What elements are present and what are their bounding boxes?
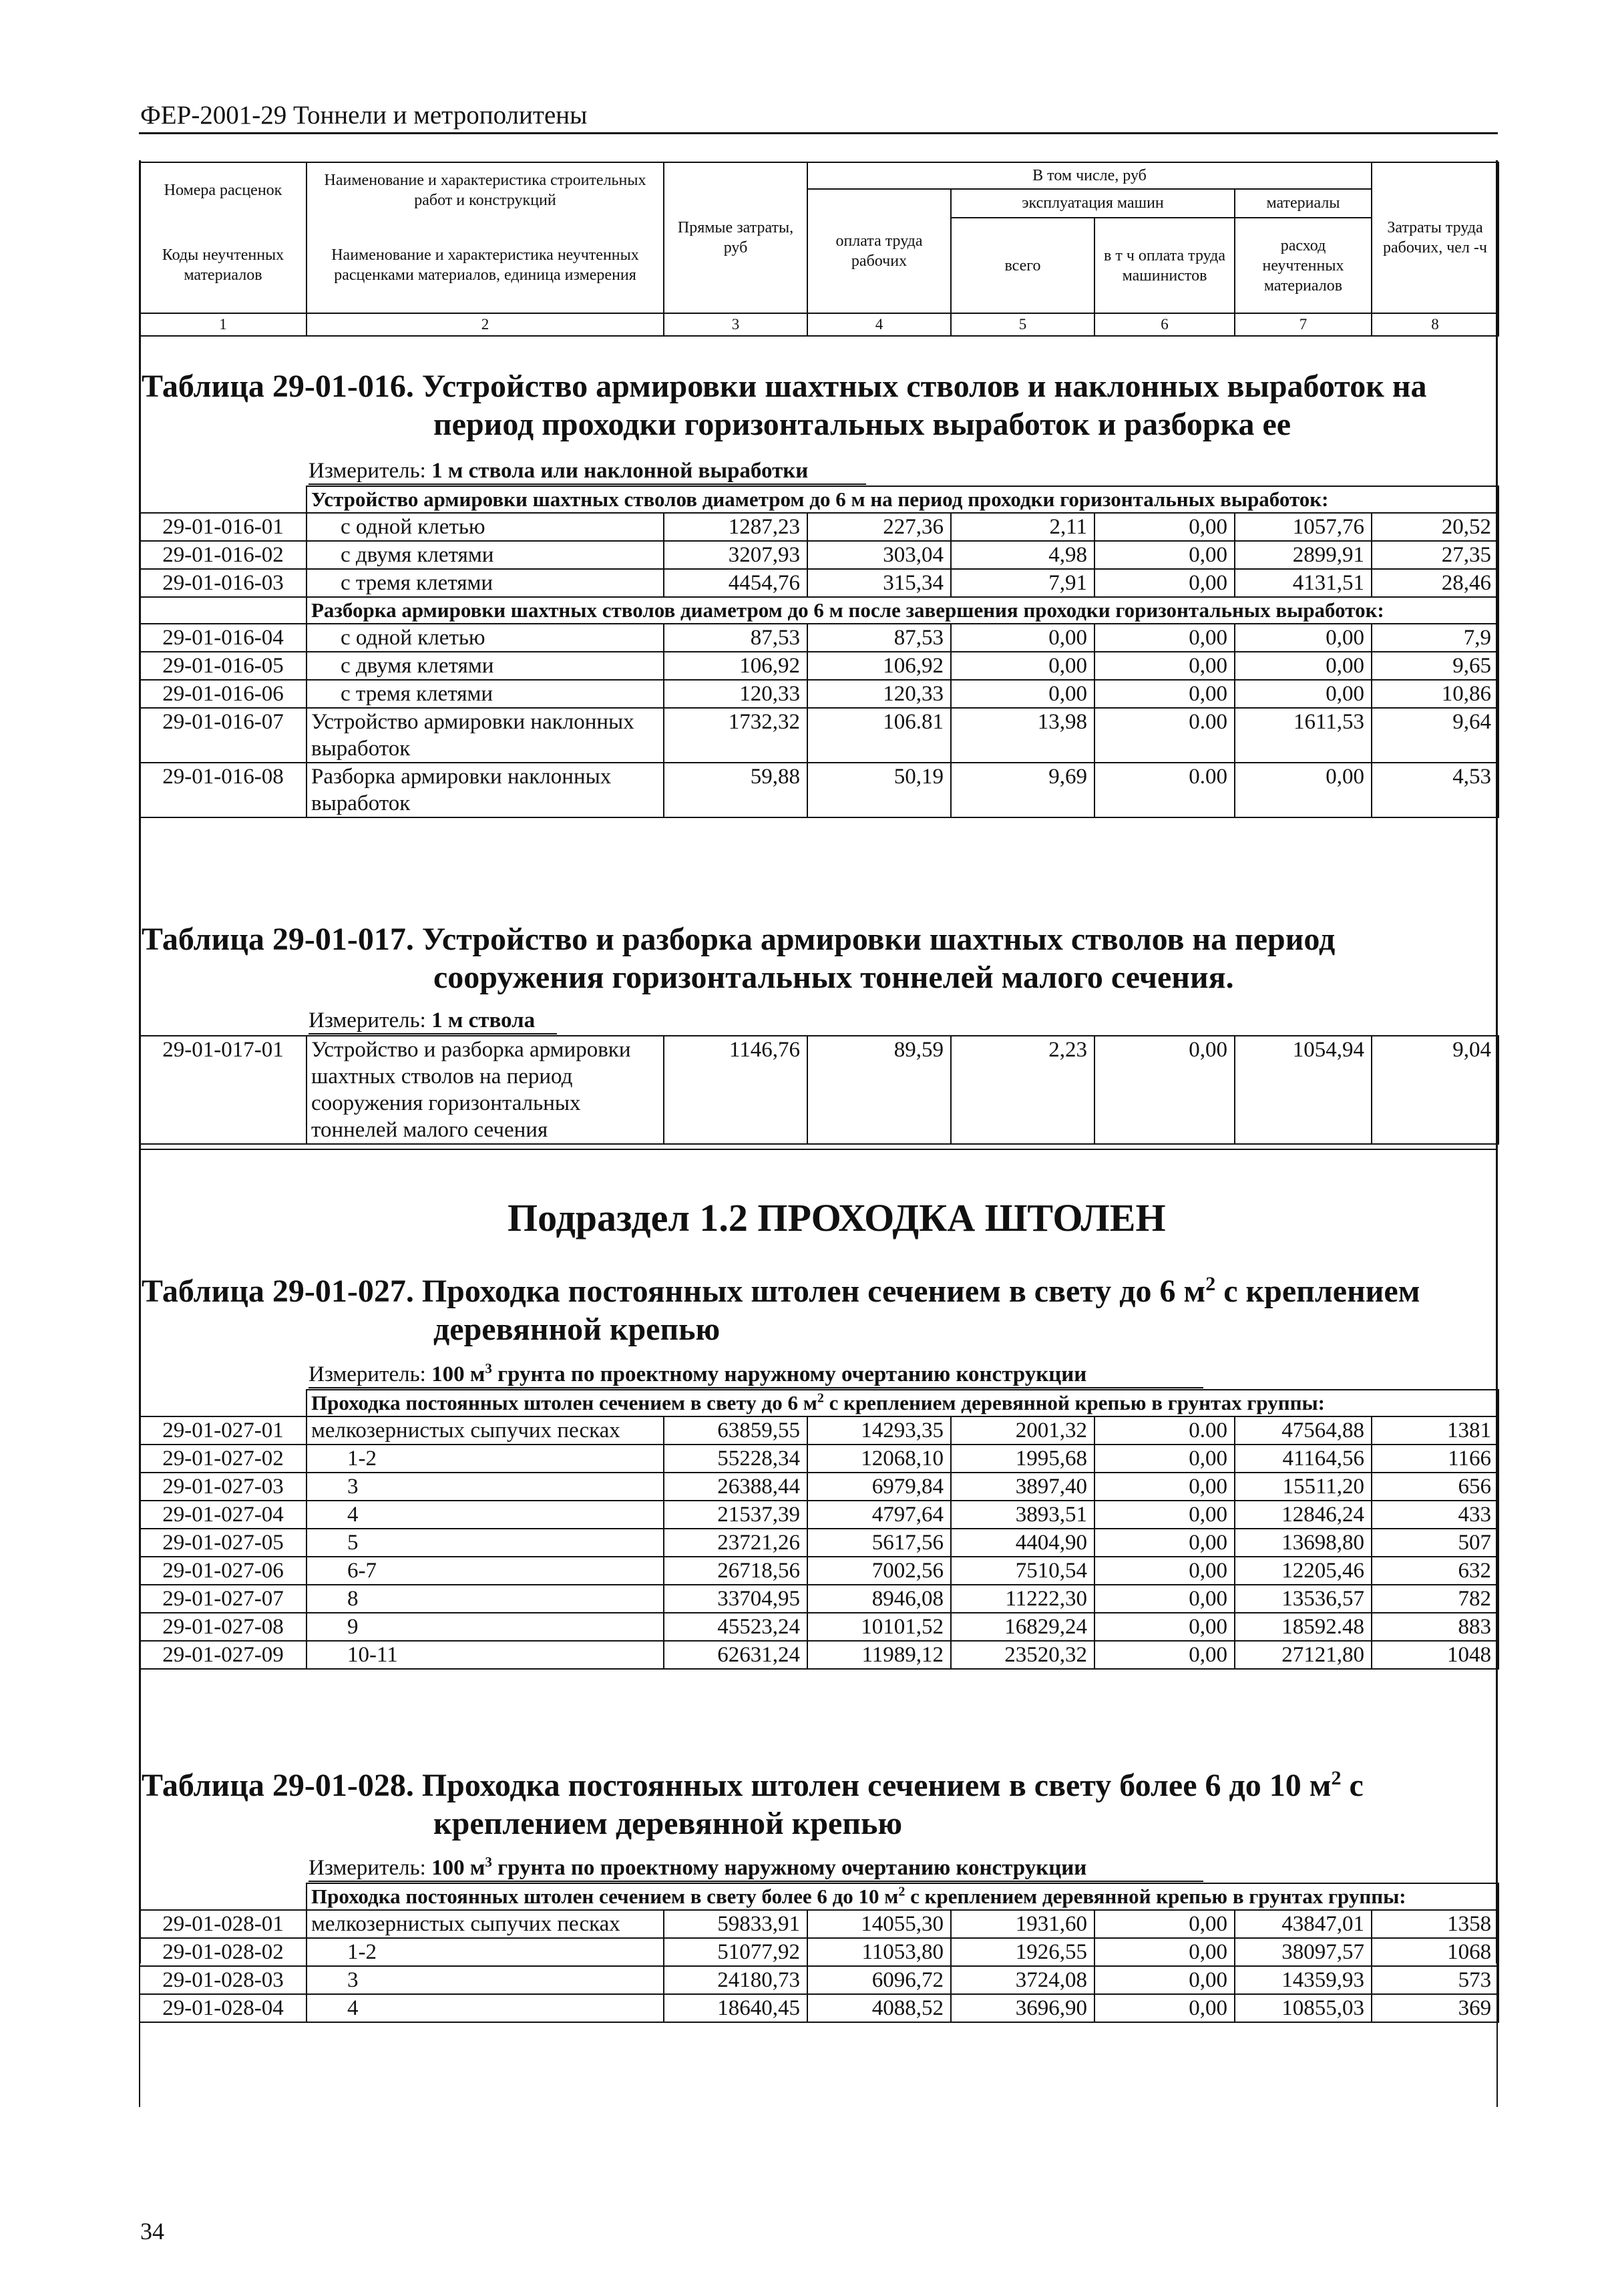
work-name: 5 — [307, 1529, 664, 1557]
direct-cost: 26388,44 — [664, 1473, 807, 1501]
table-027-title — [142, 1272, 1420, 1348]
col-number: 1 — [140, 313, 307, 336]
table-row — [140, 1529, 1498, 1557]
work-name: Устройство и разборка армировки шахтных стволов на период сооружения горизонтальных тоннелей малого сечения — [307, 1036, 664, 1144]
col-machines-total-header: всего — [951, 218, 1094, 313]
work-name: мелкозернистых сыпучих песках — [307, 1416, 664, 1445]
table-017-title — [142, 920, 1335, 996]
materials: 15511,20 — [1235, 1473, 1372, 1501]
table-row — [140, 1501, 1498, 1529]
machines-total: 1995,68 — [951, 1445, 1094, 1473]
col-materials-use-header: расход неучтенных материалов — [1235, 218, 1372, 313]
work-name: с тремя клетями — [307, 569, 664, 597]
table-row — [140, 652, 1498, 680]
work-name: с одной клетью — [307, 624, 664, 652]
col-numbers-header: Номера расценок — [140, 162, 307, 218]
materials: 0,00 — [1235, 763, 1372, 817]
meter-superscript: 3 — [485, 1360, 492, 1376]
meter-value: 1 м ствола — [431, 1008, 536, 1032]
meter-value-b: грунта по проектному наружному очертанию конструкции — [491, 1362, 1087, 1386]
group-heading: Разборка армировки шахтных стволов диаметром до 6 м после завершения проходки горизонтальных выработок: — [307, 597, 1498, 624]
labor-pay: 303,04 — [807, 541, 951, 569]
col-number: 5 — [951, 313, 1094, 336]
machines-total: 3893,51 — [951, 1501, 1094, 1529]
direct-cost: 3207,93 — [664, 541, 807, 569]
work-name: 6-7 — [307, 1557, 664, 1585]
direct-cost: 4454,76 — [664, 569, 807, 597]
machinist-pay: 0,00 — [1094, 1966, 1235, 1994]
rate-code: 29-01-016-07 — [140, 708, 307, 763]
labor-hours: 4,53 — [1372, 763, 1498, 817]
column-header-table — [139, 162, 1499, 337]
labor-pay: 7002,56 — [807, 1557, 951, 1585]
col-number: 4 — [807, 313, 951, 336]
labor-pay: 50,19 — [807, 763, 951, 817]
machines-total: 3724,08 — [951, 1966, 1094, 1994]
machinist-pay: 0,00 — [1094, 1613, 1235, 1641]
direct-cost: 55228,34 — [664, 1445, 807, 1473]
title-text: Таблица 29-01-027. Проходка постоянных штолен сечением в свету до 6 м — [142, 1274, 1206, 1309]
meter-prefix: Измеритель: — [309, 1008, 432, 1032]
direct-cost: 45523,24 — [664, 1613, 807, 1641]
table-row — [140, 1910, 1498, 1938]
rate-code: 29-01-016-02 — [140, 541, 307, 569]
direct-cost: 120,33 — [664, 680, 807, 708]
materials: 18592.48 — [1235, 1613, 1372, 1641]
table-017-meter — [309, 1007, 535, 1034]
materials: 1057,76 — [1235, 513, 1372, 541]
direct-cost: 87,53 — [664, 624, 807, 652]
machinist-pay: 0,00 — [1094, 1036, 1235, 1144]
col-number: 7 — [1235, 313, 1372, 336]
machinist-pay: 0,00 — [1094, 1938, 1235, 1966]
direct-cost: 62631,24 — [664, 1641, 807, 1669]
meter-underline — [309, 1881, 1203, 1882]
machinist-pay: 0,00 — [1094, 1529, 1235, 1557]
machinist-pay: 0,00 — [1094, 680, 1235, 708]
col-number: 6 — [1094, 313, 1235, 336]
table-028-title — [142, 1766, 1364, 1843]
machines-total: 1931,60 — [951, 1910, 1094, 1938]
title-text-end: с — [1341, 1768, 1364, 1803]
labor-hours: 20,52 — [1372, 513, 1498, 541]
work-name: 4 — [307, 1501, 664, 1529]
title-text-end: с креплением — [1215, 1274, 1420, 1309]
machines-total: 11222,30 — [951, 1585, 1094, 1613]
col-including-header: В том числе, руб — [807, 162, 1372, 189]
direct-cost: 26718,56 — [664, 1557, 807, 1585]
work-name: Разборка армировки наклонных выработок — [307, 763, 664, 817]
group-text: Проходка постоянных штолен сечением в свету до 6 м — [311, 1391, 817, 1414]
table-016-meter — [309, 457, 808, 484]
labor-pay: 6979,84 — [807, 1473, 951, 1501]
work-name: 3 — [307, 1473, 664, 1501]
labor-pay: 11053,80 — [807, 1938, 951, 1966]
document-title: ФЕР-2001-29 Тоннели и метрополитены — [140, 101, 588, 130]
rate-code: 29-01-027-03 — [140, 1473, 307, 1501]
labor-hours: 1166 — [1372, 1445, 1498, 1473]
title-text: Таблица 29-01-028. Проходка постоянных штолен сечением в свету более 6 до 10 м — [142, 1768, 1332, 1803]
title-rule — [139, 132, 1498, 134]
labor-hours: 656 — [1372, 1473, 1498, 1501]
materials: 13536,57 — [1235, 1585, 1372, 1613]
machines-total: 2001,32 — [951, 1416, 1094, 1445]
labor-pay: 87,53 — [807, 624, 951, 652]
rate-code: 29-01-016-05 — [140, 652, 307, 680]
machinist-pay: 0,00 — [1094, 1501, 1235, 1529]
table-016-title-line1: Таблица 29-01-016. Устройство армировки шахтных стволов и наклонных выработок на — [142, 369, 1427, 404]
machines-total: 2,23 — [951, 1036, 1094, 1144]
machines-total: 4,98 — [951, 541, 1094, 569]
page-number: 34 — [140, 2218, 164, 2245]
machines-total: 3696,90 — [951, 1994, 1094, 2022]
work-name: 8 — [307, 1585, 664, 1613]
machines-total: 0,00 — [951, 624, 1094, 652]
labor-hours: 1048 — [1372, 1641, 1498, 1669]
labor-hours: 27,35 — [1372, 541, 1498, 569]
labor-pay: 14293,35 — [807, 1416, 951, 1445]
labor-pay: 6096,72 — [807, 1966, 951, 1994]
rate-code: 29-01-016-01 — [140, 513, 307, 541]
machines-total: 9,69 — [951, 763, 1094, 817]
direct-cost: 21537,39 — [664, 1501, 807, 1529]
direct-cost: 106,92 — [664, 652, 807, 680]
labor-hours: 9,65 — [1372, 652, 1498, 680]
rate-code: 29-01-016-04 — [140, 624, 307, 652]
table-row — [140, 1473, 1498, 1501]
table-027 — [139, 1389, 1499, 1670]
work-name: мелкозернистых сыпучих песках — [307, 1910, 664, 1938]
table-row — [140, 1994, 1498, 2022]
labor-hours: 573 — [1372, 1966, 1498, 1994]
subsection-title: Подраздел 1.2 ПРОХОДКА ШТОЛЕН — [508, 1196, 1166, 1239]
table-row — [140, 1585, 1498, 1613]
table-row — [140, 1445, 1498, 1473]
direct-cost: 51077,92 — [664, 1938, 807, 1966]
work-name: с одной клетью — [307, 513, 664, 541]
materials: 0,00 — [1235, 680, 1372, 708]
rate-code: 29-01-027-01 — [140, 1416, 307, 1445]
work-name: с двумя клетями — [307, 541, 664, 569]
labor-hours: 1358 — [1372, 1910, 1498, 1938]
labor-hours: 632 — [1372, 1557, 1498, 1585]
meter-value — [431, 1856, 1086, 1880]
table-row — [140, 680, 1498, 708]
rate-code: 29-01-028-04 — [140, 1994, 307, 2022]
machinist-pay: 0,00 — [1094, 1910, 1235, 1938]
col-labor-pay-header: оплата труда рабочих — [807, 189, 951, 314]
col-number: 2 — [307, 313, 664, 336]
labor-hours: 883 — [1372, 1613, 1498, 1641]
machinist-pay: 0,00 — [1094, 624, 1235, 652]
table-016-title-line2: период проходки горизонтальных выработок и разборка ее — [433, 407, 1291, 442]
table-016 — [139, 486, 1499, 818]
meter-prefix: Измеритель: — [309, 1856, 432, 1880]
labor-pay: 120,33 — [807, 680, 951, 708]
table-row — [140, 763, 1498, 817]
rate-code: 29-01-017-01 — [140, 1036, 307, 1144]
group-heading — [307, 1883, 1498, 1910]
rate-code: 29-01-016-06 — [140, 680, 307, 708]
labor-pay: 315,34 — [807, 569, 951, 597]
direct-cost: 1732,32 — [664, 708, 807, 763]
machinist-pay: 0,00 — [1094, 569, 1235, 597]
table-027-title-line2: деревянной крепью — [433, 1312, 721, 1347]
machines-total: 0,00 — [951, 652, 1094, 680]
materials: 14359,93 — [1235, 1966, 1372, 1994]
direct-cost: 59,88 — [664, 763, 807, 817]
meter-value: 1 м ствола или наклонной выработки — [431, 459, 809, 483]
table-016-title — [142, 367, 1427, 443]
labor-hours: 9,04 — [1372, 1036, 1498, 1144]
labor-pay: 106,92 — [807, 652, 951, 680]
materials: 0,00 — [1235, 652, 1372, 680]
table-017-title-line2: сооружения горизонтальных тоннелей малого сечения. — [433, 960, 1234, 995]
work-name: 1-2 — [307, 1445, 664, 1473]
machinist-pay: 0,00 — [1094, 1994, 1235, 2022]
direct-cost: 33704,95 — [664, 1585, 807, 1613]
labor-pay: 227,36 — [807, 513, 951, 541]
work-name: 10-11 — [307, 1641, 664, 1669]
table-028-title-line2: креплением деревянной крепью — [433, 1806, 903, 1841]
rate-code: 29-01-028-01 — [140, 1910, 307, 1938]
work-name: с тремя клетями — [307, 680, 664, 708]
materials: 12846,24 — [1235, 1501, 1372, 1529]
machinist-pay: 0,00 — [1094, 652, 1235, 680]
rate-code: 29-01-016-03 — [140, 569, 307, 597]
rate-code: 29-01-027-05 — [140, 1529, 307, 1557]
rate-code: 29-01-027-08 — [140, 1613, 307, 1641]
machinist-pay: 0,00 — [1094, 1641, 1235, 1669]
materials: 43847,01 — [1235, 1910, 1372, 1938]
direct-cost: 18640,45 — [664, 1994, 807, 2022]
group-superscript: 2 — [898, 1884, 906, 1899]
rate-code: 29-01-027-02 — [140, 1445, 307, 1473]
labor-pay: 10101,52 — [807, 1613, 951, 1641]
labor-hours: 782 — [1372, 1585, 1498, 1613]
col-unaccounted-header: Наименование и характеристика неучтенных расценками материалов, единица измерения — [307, 218, 664, 313]
labor-hours: 1068 — [1372, 1938, 1498, 1966]
col-labor-cost-header: Затраты труда рабочих, чел -ч — [1372, 162, 1498, 313]
meter-value-a: 100 м — [431, 1362, 485, 1386]
table-row — [140, 1641, 1498, 1669]
labor-pay: 89,59 — [807, 1036, 951, 1144]
table-row — [140, 624, 1498, 652]
labor-pay: 5617,56 — [807, 1529, 951, 1557]
labor-hours: 369 — [1372, 1994, 1498, 2022]
table-row — [140, 541, 1498, 569]
machines-total: 4404,90 — [951, 1529, 1094, 1557]
meter-underline — [309, 1033, 557, 1034]
direct-cost: 1287,23 — [664, 513, 807, 541]
table-row — [140, 1557, 1498, 1585]
machines-total: 7,91 — [951, 569, 1094, 597]
materials: 41164,56 — [1235, 1445, 1372, 1473]
table-row — [140, 1938, 1498, 1966]
work-name: Устройство армировки наклонных выработок — [307, 708, 664, 763]
rate-code: 29-01-028-03 — [140, 1966, 307, 1994]
table-027-meter — [309, 1361, 1086, 1388]
group-superscript: 2 — [817, 1390, 824, 1406]
materials: 27121,80 — [1235, 1641, 1372, 1669]
labor-pay: 11989,12 — [807, 1641, 951, 1669]
machines-total: 2,11 — [951, 513, 1094, 541]
direct-cost: 59833,91 — [664, 1910, 807, 1938]
col-machinist-header: в т ч оплата труда машинистов — [1094, 218, 1235, 313]
table-028-meter — [309, 1855, 1086, 1881]
materials: 2899,91 — [1235, 541, 1372, 569]
materials: 0,00 — [1235, 624, 1372, 652]
col-materials-header: материалы — [1235, 189, 1372, 218]
materials: 10855,03 — [1235, 1994, 1372, 2022]
table-row — [140, 1966, 1498, 1994]
table-row — [140, 708, 1498, 763]
labor-pay: 4797,64 — [807, 1501, 951, 1529]
materials: 47564,88 — [1235, 1416, 1372, 1445]
machines-total: 16829,24 — [951, 1613, 1094, 1641]
group-heading: Устройство армировки шахтных стволов диаметром до 6 м на период проходки горизонтальных выработок: — [307, 486, 1498, 513]
col-direct-header: Прямые затраты, руб — [664, 162, 807, 313]
meter-underline — [309, 1387, 1203, 1388]
meter-underline — [309, 484, 866, 485]
machines-total: 1926,55 — [951, 1938, 1094, 1966]
meter-value — [431, 1362, 1086, 1386]
table-row — [140, 1036, 1498, 1144]
table-row — [140, 1613, 1498, 1641]
labor-hours: 10,86 — [1372, 680, 1498, 708]
machinist-pay: 0,00 — [1094, 513, 1235, 541]
col-codes-header: Коды неучтенных материалов — [140, 218, 307, 313]
work-name: 4 — [307, 1994, 664, 2022]
table-028 — [139, 1883, 1499, 2023]
labor-pay: 8946,08 — [807, 1585, 951, 1613]
rate-code: 29-01-027-06 — [140, 1557, 307, 1585]
table-row — [140, 1416, 1498, 1445]
labor-pay: 4088,52 — [807, 1994, 951, 2022]
table-028-title-line1 — [142, 1768, 1364, 1803]
table-row — [140, 569, 1498, 597]
machinist-pay: 0.00 — [1094, 763, 1235, 817]
machinist-pay: 0,00 — [1094, 1445, 1235, 1473]
work-name: 3 — [307, 1966, 664, 1994]
direct-cost: 24180,73 — [664, 1966, 807, 1994]
materials: 13698,80 — [1235, 1529, 1372, 1557]
group-text-end: с креплением деревянной крепью в грунтах группы: — [823, 1391, 1326, 1414]
machines-total: 13,98 — [951, 708, 1094, 763]
machines-total: 3897,40 — [951, 1473, 1094, 1501]
meter-value-b: грунта по проектному наружному очертанию конструкции — [491, 1856, 1087, 1880]
table-row — [140, 513, 1498, 541]
meter-superscript: 3 — [485, 1854, 492, 1870]
labor-pay: 106.81 — [807, 708, 951, 763]
group-text: Проходка постоянных штолен сечением в свету более 6 до 10 м — [311, 1885, 899, 1908]
meter-prefix: Измеритель: — [309, 1362, 432, 1386]
labor-pay: 12068,10 — [807, 1445, 951, 1473]
rate-code: 29-01-016-08 — [140, 763, 307, 817]
machinist-pay: 0,00 — [1094, 1557, 1235, 1585]
materials: 1054,94 — [1235, 1036, 1372, 1144]
machines-total: 7510,54 — [951, 1557, 1094, 1585]
title-superscript: 2 — [1331, 1767, 1342, 1789]
col-number: 3 — [664, 313, 807, 336]
materials: 4131,51 — [1235, 569, 1372, 597]
labor-hours: 28,46 — [1372, 569, 1498, 597]
labor-hours: 433 — [1372, 1501, 1498, 1529]
materials: 12205,46 — [1235, 1557, 1372, 1585]
table-017-bottom-rule — [139, 1149, 1498, 1150]
labor-pay: 14055,30 — [807, 1910, 951, 1938]
materials: 38097,57 — [1235, 1938, 1372, 1966]
direct-cost: 1146,76 — [664, 1036, 807, 1144]
table-017-title-line1: Таблица 29-01-017. Устройство и разборка армировки шахтных стволов на период — [142, 922, 1336, 957]
labor-hours: 7,9 — [1372, 624, 1498, 652]
direct-cost: 63859,55 — [664, 1416, 807, 1445]
machines-total: 0,00 — [951, 680, 1094, 708]
machinist-pay: 0.00 — [1094, 708, 1235, 763]
title-superscript: 2 — [1205, 1273, 1216, 1295]
machinist-pay: 0.00 — [1094, 1416, 1235, 1445]
table-017 — [139, 1035, 1499, 1145]
rate-code: 29-01-027-09 — [140, 1641, 307, 1669]
machinist-pay: 0,00 — [1094, 541, 1235, 569]
work-name: 1-2 — [307, 1938, 664, 1966]
col-number: 8 — [1372, 313, 1498, 336]
col-machines-header: эксплуатация машин — [951, 189, 1235, 218]
table-027-title-line1 — [142, 1274, 1420, 1309]
rate-code: 29-01-027-07 — [140, 1585, 307, 1613]
machinist-pay: 0,00 — [1094, 1473, 1235, 1501]
machinist-pay: 0,00 — [1094, 1585, 1235, 1613]
group-text-end: с креплением деревянной крепью в грунтах группы: — [905, 1885, 1406, 1908]
meter-value-a: 100 м — [431, 1856, 485, 1880]
direct-cost: 23721,26 — [664, 1529, 807, 1557]
labor-hours: 507 — [1372, 1529, 1498, 1557]
labor-hours: 1381 — [1372, 1416, 1498, 1445]
rate-code: 29-01-028-02 — [140, 1938, 307, 1966]
group-heading — [307, 1390, 1498, 1416]
materials: 1611,53 — [1235, 708, 1372, 763]
machines-total: 23520,32 — [951, 1641, 1094, 1669]
labor-hours: 9,64 — [1372, 708, 1498, 763]
meter-prefix: Измеритель: — [309, 459, 432, 483]
work-name: 9 — [307, 1613, 664, 1641]
work-name: с двумя клетями — [307, 652, 664, 680]
rate-code: 29-01-027-04 — [140, 1501, 307, 1529]
col-name-header: Наименование и характеристика строительных работ и конструкций — [307, 162, 664, 218]
